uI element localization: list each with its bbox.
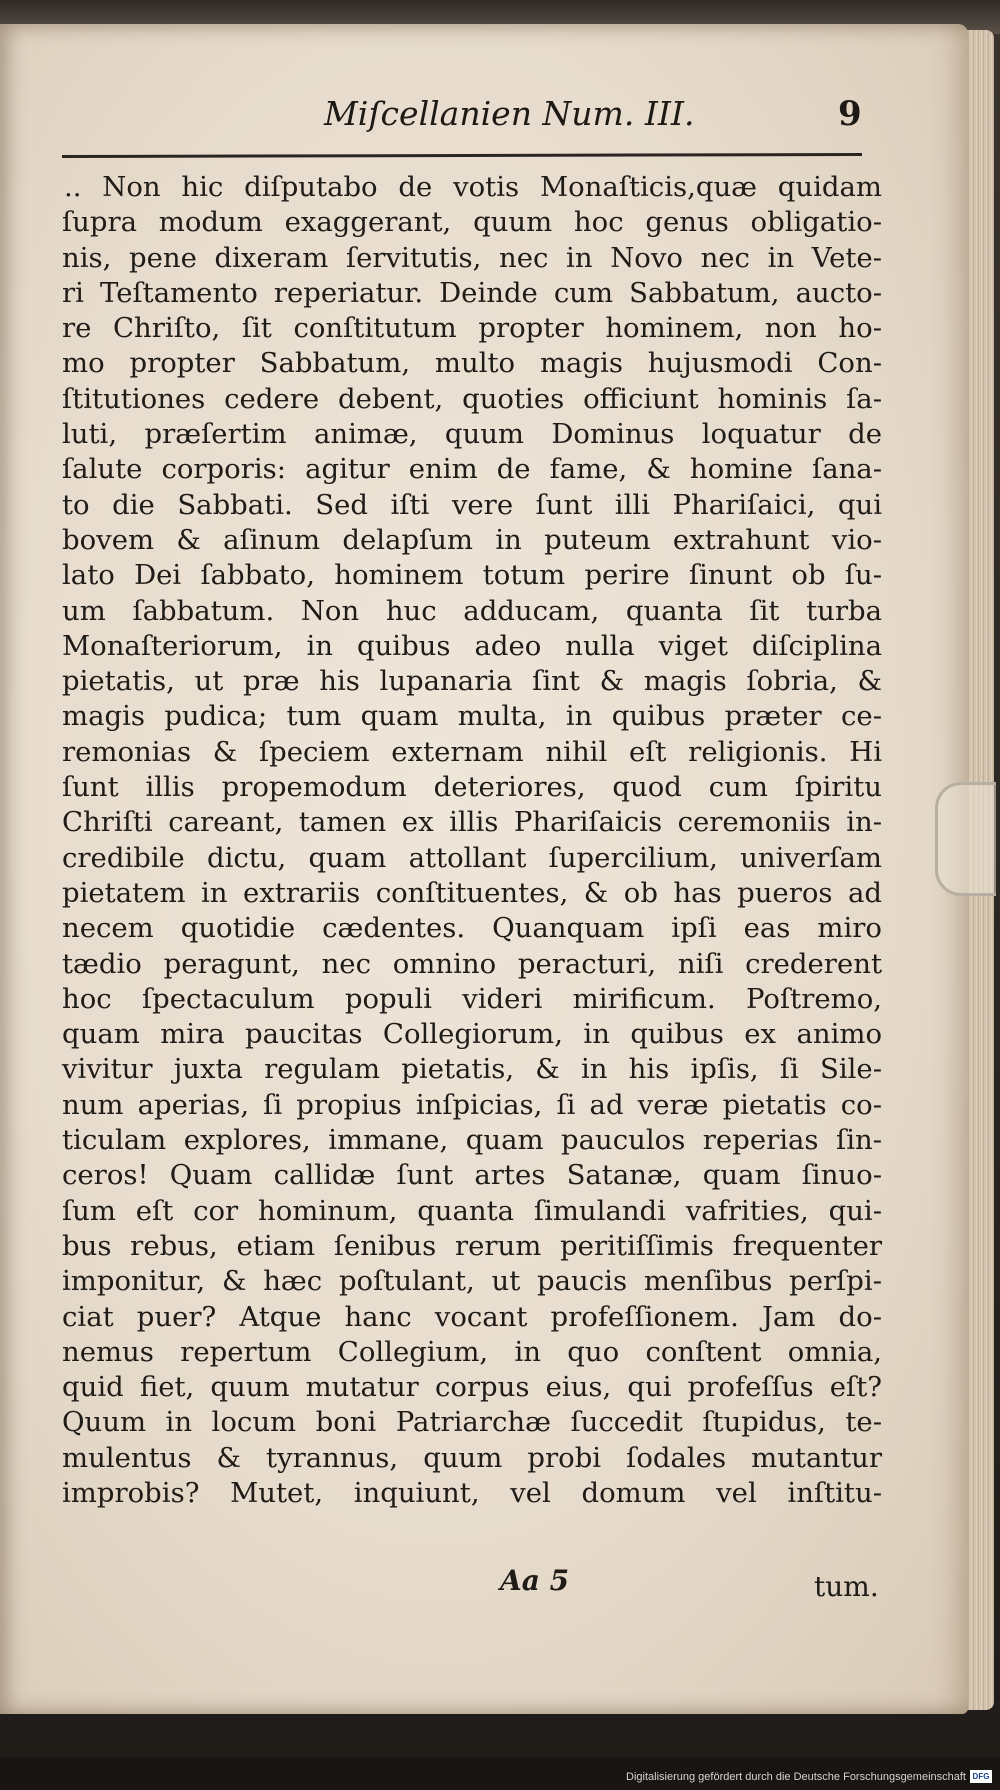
page-clip: [935, 782, 996, 896]
text-line: bovem & aſinum delapſum in puteum extrahunt vio-: [62, 523, 882, 556]
text-line: imponitur, & hæc poſtulant, ut paucis menſibus perſpi-: [62, 1265, 882, 1298]
text-line: pietatem in extrariis conſtituentes, & ob has pueros ad: [62, 876, 882, 909]
page-header: [60, 94, 880, 144]
page-number: 9: [838, 94, 862, 134]
text-line: Chriſti careant, tamen ex illis Phariſaicis ceremoniis in-: [62, 806, 882, 839]
text-line: .. Non hic diſputabo de votis Monaſticis,quæ quidam: [64, 171, 882, 203]
text-line: bus rebus, etiam ſenibus rerum peritiſſimis frequenter: [62, 1229, 882, 1262]
text-line: Quum in locum boni Patriarchæ ſuccedit ſtupidus, te-: [62, 1406, 882, 1439]
text-line: lato Dei ſabbato, hominem totum perire ſinunt ob ſu-: [62, 559, 882, 592]
text-line: mo propter Sabbatum, multo magis hujusmodi Con-: [62, 347, 882, 380]
catchword: tum.: [814, 1570, 879, 1603]
text-line: luti, præſertim animæ, quum Dominus loquatur de: [62, 418, 882, 451]
text-line: mulentus & tyrannus, quum probi ſodales mutantur: [62, 1441, 882, 1474]
text-line: ciat puer? Atque hanc vocant profeſſionem. Jam do-: [62, 1300, 882, 1333]
text-line: nemus repertum Collegium, in quo conſtent omnia,: [62, 1335, 882, 1368]
text-line: pietatis, ut præ his lupanaria ſint & magis ſobria, &: [62, 665, 882, 698]
running-head: Miſcellanien Num. III.: [324, 94, 695, 133]
text-line: ſtitutiones cedere debent, quoties officiunt hominis ſa-: [62, 382, 882, 415]
text-line: re Chriſto, ſit conſtitutum propter hominem, non ho-: [62, 312, 882, 345]
text-line: ceros! Quam callidæ ſunt artes Satanæ, quam ſinuo-: [62, 1159, 882, 1192]
text-line: vivitur juxta regulam pietatis, & in his ipſis, ſi Sile-: [62, 1053, 882, 1086]
digitization-credit: Digitalisierung gefördert durch die Deutsche Forschungsgemeinschaft: [626, 1771, 966, 1783]
text-line: quam mira paucitas Collegiorum, in quibus ex animo: [62, 1018, 882, 1051]
signature-mark: Aa 5: [500, 1564, 570, 1597]
text-line: ſunt illis propemodum deteriores, quod cum ſpiritu: [62, 771, 882, 804]
text-line: credibile dictu, quam attollant ſupercilium, univerſam: [62, 841, 882, 874]
text-line: Monaſteriorum, in quibus adeo nulla viget diſciplina: [62, 629, 882, 662]
text-line: ſum eſt cor hominum, quanta ſimulandi vafrities, qui-: [62, 1194, 882, 1227]
text-line: hoc ſpectaculum populi videri mirificum. Poſtremo,: [62, 982, 882, 1015]
body-text: [62, 170, 882, 1511]
text-line: tædio peragunt, nec omnino peracturi, niſi crederent: [62, 947, 882, 980]
text-line: improbis? Mutet, inquiunt, vel domum vel inſtitu-: [62, 1476, 882, 1509]
text-line: um ſabbatum. Non huc adducam, quanta ſit turba: [62, 594, 882, 627]
text-line: magis pudica; tum quam multa, in quibus præter ce-: [62, 700, 882, 733]
text-line: num aperias, ſi propius inſpicias, ſi ad veræ pietatis co-: [62, 1088, 882, 1121]
text-line: quid fiet, quum mutatur corpus eius, qui profeſſus eſt?: [62, 1371, 882, 1404]
text-line: necem quotidie cædentes. Quanquam ipſi eas miro: [62, 912, 882, 945]
text-line: to die Sabbati. Sed iſti vere ſunt illi Phariſaici, qui: [62, 488, 882, 521]
text-line: nis, pene dixeram ſervitutis, nec in Novo nec in Vete-: [62, 241, 882, 274]
text-line: remonias & ſpeciem externam nihil eſt religionis. Hi: [62, 735, 882, 768]
dfg-logo: DFG: [970, 1770, 992, 1783]
text-line: ri Teſtamento reperiatur. Deinde cum Sabbatum, aucto-: [62, 276, 882, 309]
text-line: ſalute corporis: agitur enim de fame, & homine ſana-: [62, 453, 882, 486]
text-line: ſupra modum exaggerant, quum hoc genus obligatio-: [62, 206, 882, 239]
text-line: ticulam explores, immane, quam pauculos reperias ſin-: [62, 1124, 882, 1157]
